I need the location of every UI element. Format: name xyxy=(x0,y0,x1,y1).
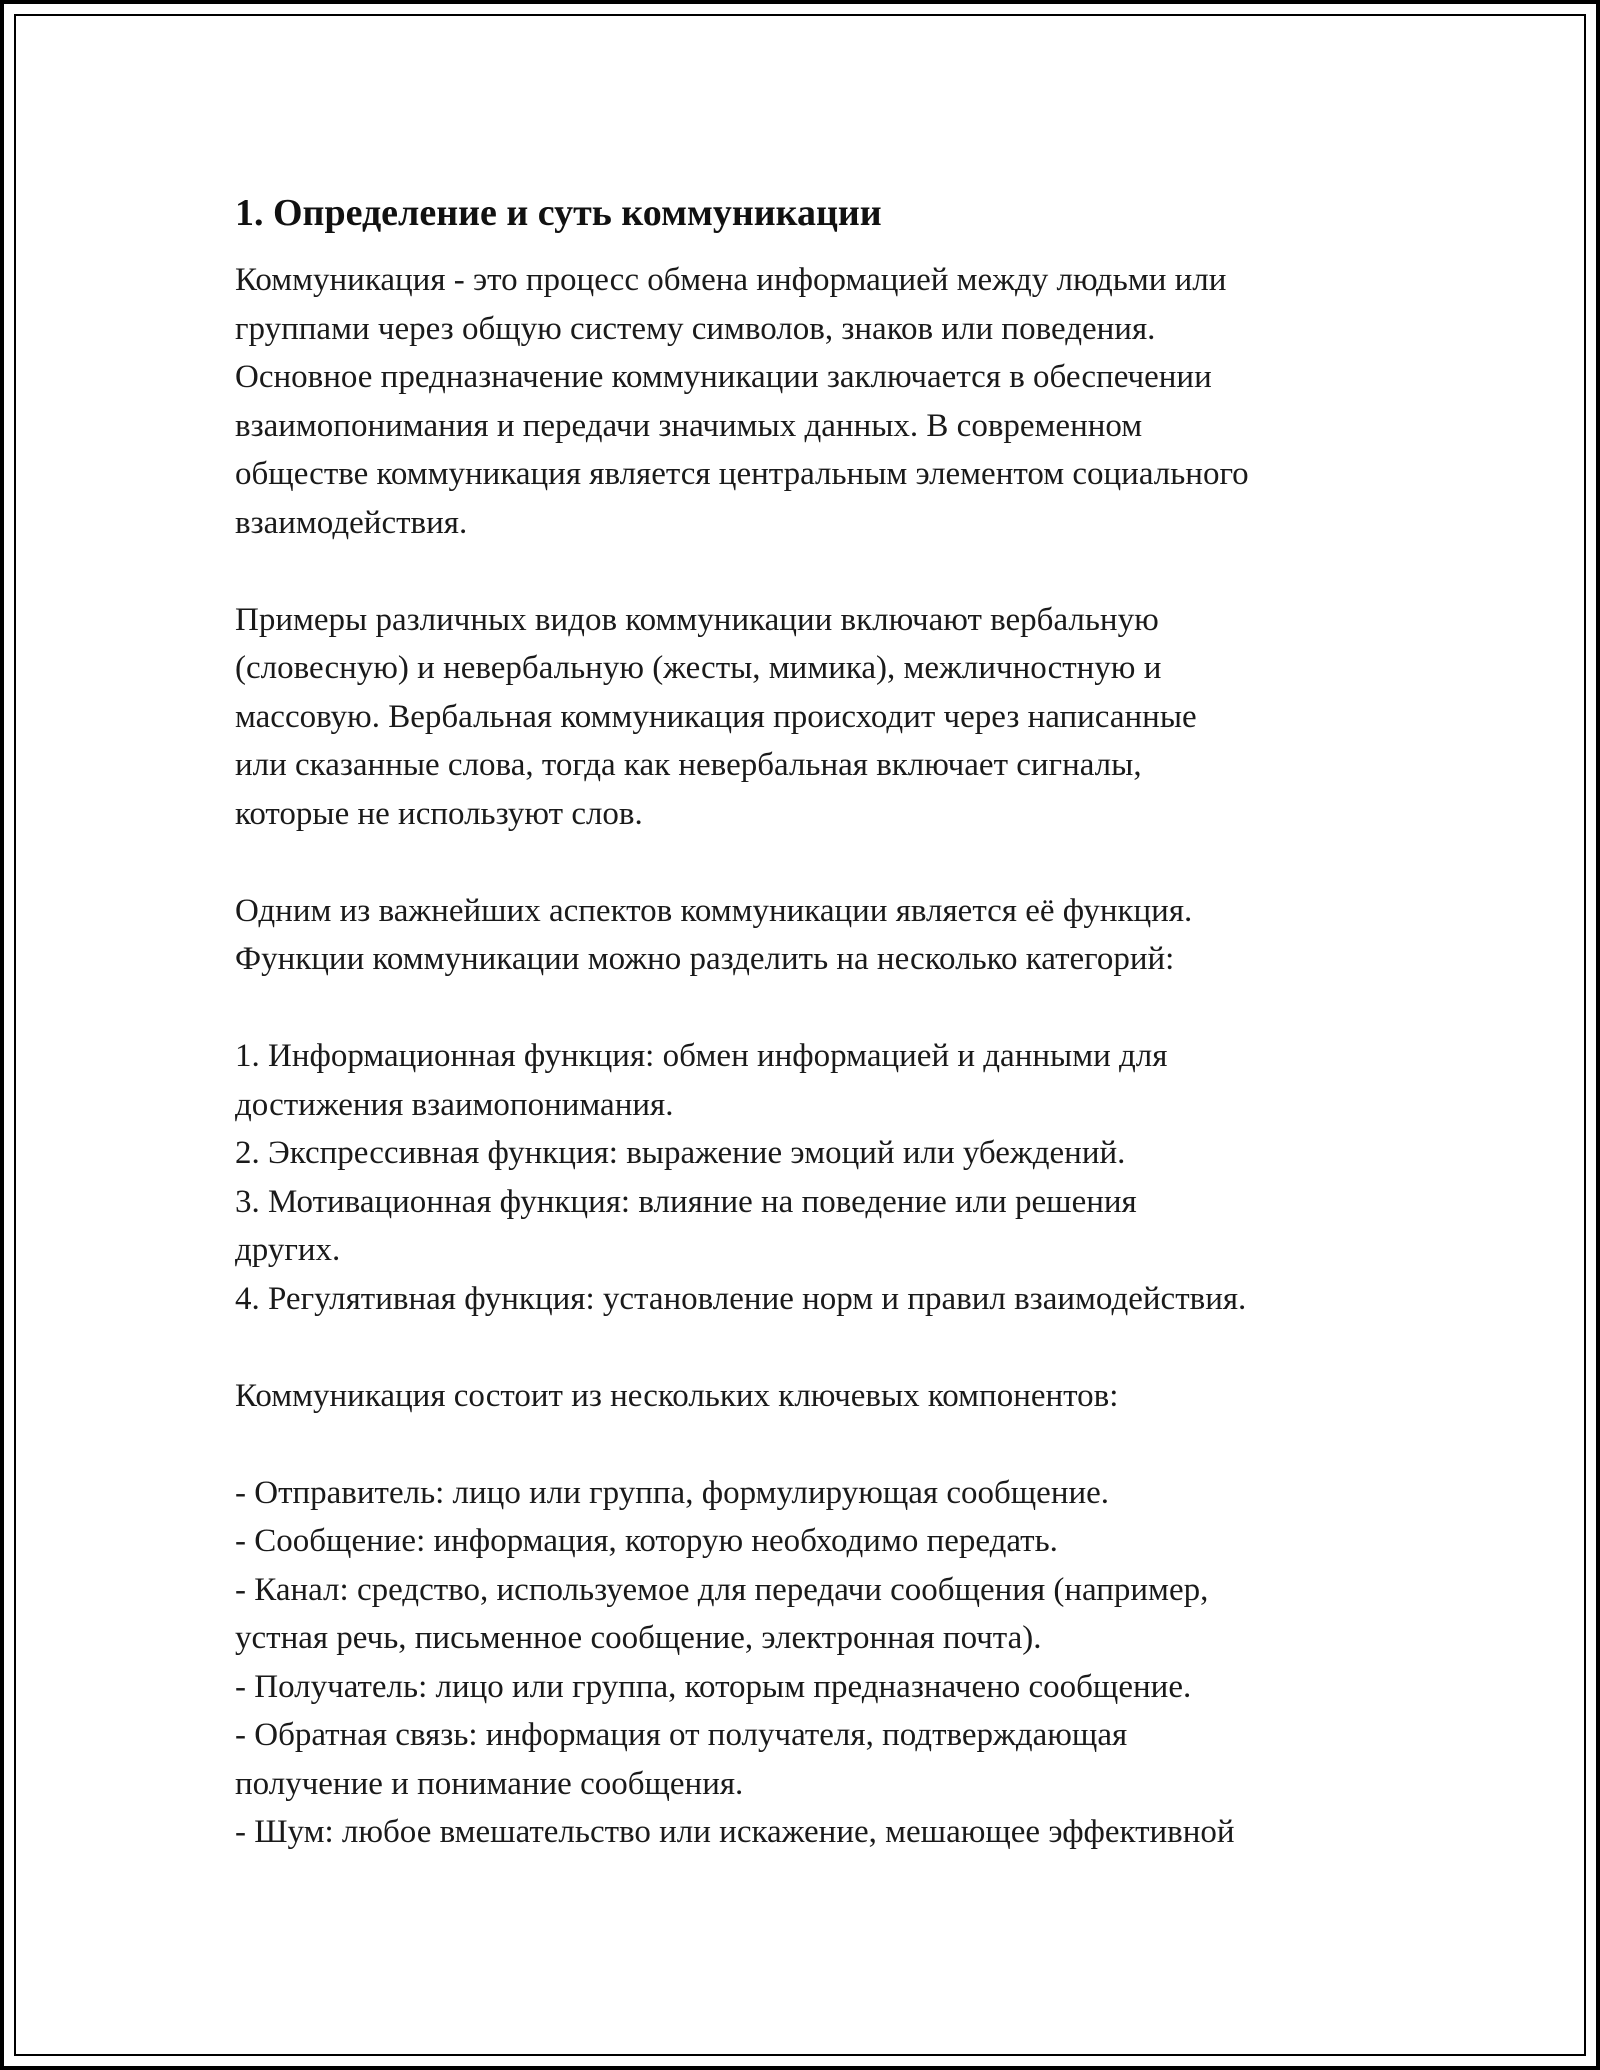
text-line: группами через общую систему символов, знаков или поведения. xyxy=(235,310,1156,347)
text-line: Коммуникация - это процесс обмена информацией между людьми или xyxy=(235,262,1227,298)
list-item: - Обратная связь: информация от получателя, подтверждающая xyxy=(235,1717,1128,1753)
paragraph-functions-intro xyxy=(235,887,1395,984)
section-heading: 1. Определение и суть коммуникации xyxy=(235,192,882,234)
text-line: Коммуникация состоит из нескольких ключевых компонентов: xyxy=(235,1377,1119,1414)
list-item: 3. Мотивационная функция: влияние на поведение или решения xyxy=(235,1183,1137,1220)
list-item: - Отправитель: лицо или группа, формулирующая сообщение. xyxy=(235,1474,1110,1511)
text-line: Основное предназначение коммуникации заключается в обеспечении xyxy=(235,359,1212,395)
list-item: - Канал: средство, используемое для передачи сообщения (например, xyxy=(235,1571,1209,1608)
components-list xyxy=(235,1469,1395,1857)
text-line: Примеры различных видов коммуникации включают вербальную xyxy=(235,601,1159,638)
list-item: - Сообщение: информация, которую необходимо передать. xyxy=(235,1523,1058,1559)
paragraph-examples xyxy=(235,596,1395,839)
list-item: 4. Регулятивная функция: установление норм и правил взаимодействия. xyxy=(235,1280,1247,1317)
text-line: взаимодействия. xyxy=(235,504,468,541)
text-line: массовую. Вербальная коммуникация происходит через написанные xyxy=(235,698,1197,735)
list-item: 2. Экспрессивная функция: выражение эмоций или убеждений. xyxy=(235,1135,1126,1171)
text-line: взаимопонимания и передачи значимых данных. В современном xyxy=(235,407,1143,444)
text-line: (словесную) и невербальную (жесты, мимика), межличностную и xyxy=(235,650,1162,686)
text-line: Одним из важнейших аспектов коммуникации является её функция. xyxy=(235,892,1193,929)
paragraph-definition xyxy=(235,256,1395,547)
document-body xyxy=(235,180,1395,1905)
list-item: - Получатель: лицо или группа, которым предназначено сообщение. xyxy=(235,1668,1192,1705)
paragraph-components-intro xyxy=(235,1372,1395,1421)
list-item: достижения взаимопонимания. xyxy=(235,1086,674,1123)
functions-list xyxy=(235,1032,1395,1323)
list-item: устная речь, письменное сообщение, электронная почта). xyxy=(235,1620,1042,1656)
text-line: или сказанные слова, тогда как невербальная включает сигналы, xyxy=(235,747,1142,783)
list-item: других. xyxy=(235,1232,341,1268)
text-line: обществе коммуникация является центральным элементом социального xyxy=(235,456,1249,492)
text-line: которые не используют слов. xyxy=(235,795,643,832)
list-item: получение и понимание сообщения. xyxy=(235,1765,744,1802)
list-item: 1. Информационная функция: обмен информацией и данными для xyxy=(235,1038,1168,1074)
list-item: - Шум: любое вмешательство или искажение, мешающее эффективной xyxy=(235,1814,1235,1850)
text-line: Функции коммуникации можно разделить на несколько категорий: xyxy=(235,941,1175,977)
